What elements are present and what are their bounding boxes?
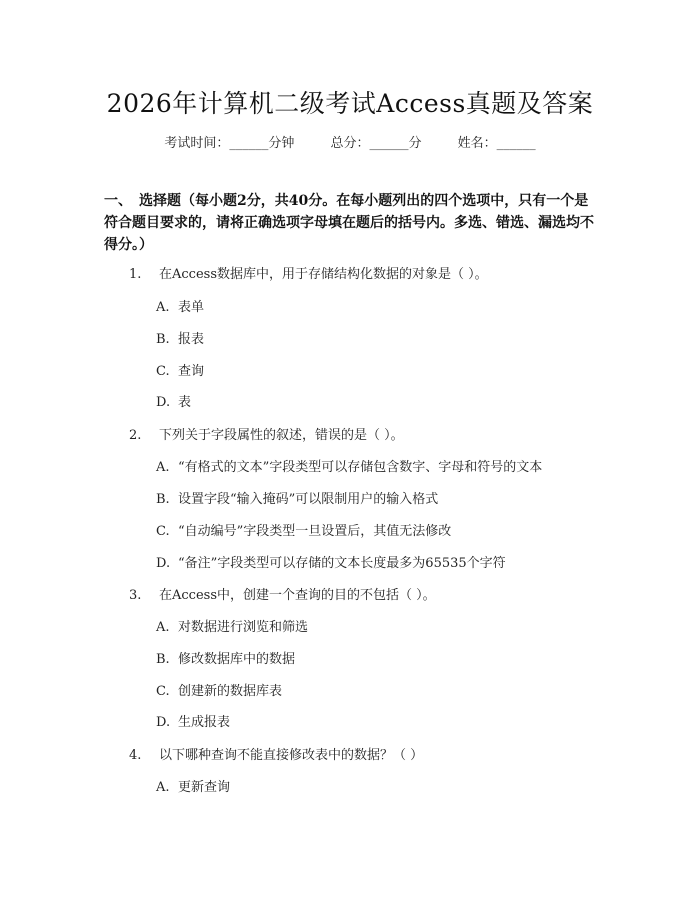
option-text: 对数据进行浏览和筛选	[178, 620, 309, 635]
question-number: 1.	[129, 267, 142, 282]
option-1a	[156, 296, 204, 315]
question-text: 以下哪种查询不能直接修改表中的数据？（ ）	[159, 748, 424, 763]
option-text: 报表	[178, 332, 205, 347]
option-3c	[156, 680, 282, 699]
option-text: 生成报表	[178, 715, 231, 730]
option-1d	[156, 391, 191, 410]
option-text: 更新查询	[178, 780, 231, 795]
option-text: 创建新的数据库表	[178, 684, 283, 699]
option-text: 修改数据库中的数据	[178, 652, 296, 667]
option-letter: C.	[156, 364, 170, 379]
option-text: 设置字段“输入掩码”可以限制用户的输入格式	[178, 492, 439, 507]
total-score-field: 总分：______分	[330, 136, 422, 151]
exam-meta	[0, 132, 700, 151]
question-3	[129, 584, 436, 603]
name-field: 姓名：______	[457, 136, 536, 151]
option-letter: A.	[156, 460, 170, 475]
option-letter: B.	[156, 332, 170, 347]
option-letter: C.	[156, 684, 170, 699]
question-number: 2.	[129, 428, 142, 443]
option-text: 表单	[178, 300, 205, 315]
option-letter: A.	[156, 300, 170, 315]
option-letter: B.	[156, 492, 170, 507]
exam-time-field: 考试时间：______分钟	[164, 136, 295, 151]
section-heading: 一、 选择题（每小题2分，共40分。在每小题列出的四个选项中，只有一个是符合题目要求的，请将正确选项字母填在题后的括号内。多选、错选、漏选均不得分。）	[104, 193, 594, 253]
option-text: “自动编号”字段类型一旦设置后，其值无法修改	[178, 524, 452, 539]
option-letter: D.	[156, 556, 171, 571]
option-letter: A.	[156, 620, 170, 635]
document-title: 2026年计算机二级考试Access真题及答案	[106, 89, 594, 118]
option-4a	[156, 776, 230, 795]
question-text: 下列关于字段属性的叙述，错误的是（ ）。	[159, 428, 404, 443]
option-letter: B.	[156, 652, 170, 667]
option-text: “备注”字段类型可以存储的文本长度最多为65535个字符	[178, 556, 506, 571]
question-4	[129, 744, 423, 763]
question-2	[129, 424, 404, 443]
option-letter: C.	[156, 524, 170, 539]
question-text: 在Access中，创建一个查询的目的不包括（ ）。	[159, 588, 436, 603]
option-2a	[156, 456, 542, 475]
question-number: 4.	[129, 748, 142, 763]
option-3d	[156, 711, 230, 730]
option-2d	[156, 552, 506, 571]
option-2b	[156, 488, 438, 507]
option-2c	[156, 520, 451, 539]
option-letter: A.	[156, 780, 170, 795]
option-text: 表	[178, 395, 192, 410]
option-text: “有格式的文本”字段类型可以存储包含数字、字母和符号的文本	[178, 460, 543, 475]
option-3b	[156, 648, 295, 667]
option-text: 查询	[178, 364, 205, 379]
option-1c	[156, 360, 204, 379]
question-number: 3.	[129, 588, 142, 603]
option-1b	[156, 328, 204, 347]
question-text: 在Access数据库中，用于存储结构化数据的对象是（ ）。	[159, 267, 488, 282]
option-letter: D.	[156, 395, 171, 410]
question-1	[129, 263, 488, 282]
option-letter: D.	[156, 715, 171, 730]
option-3a	[156, 616, 308, 635]
